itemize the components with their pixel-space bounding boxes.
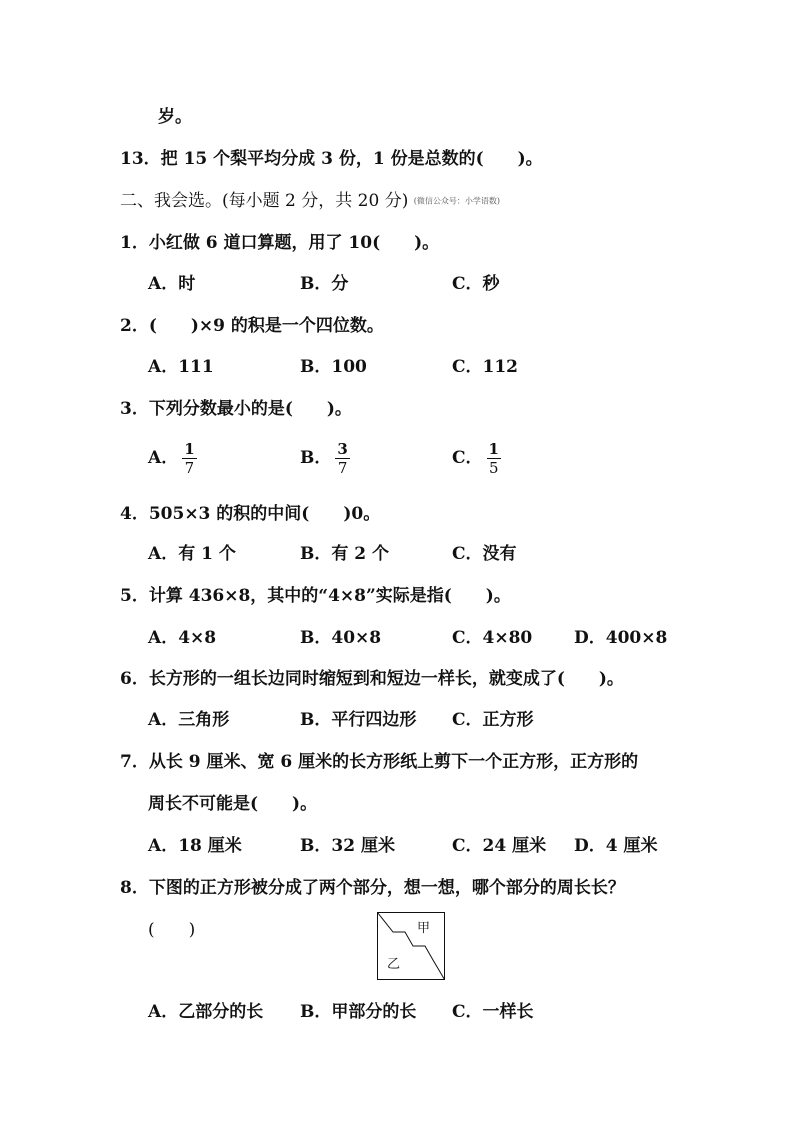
question-5-option-b[interactable]: B．40×8 <box>300 628 382 648</box>
question-7-option-b[interactable]: B．32 厘米 <box>300 836 395 856</box>
question-6-option-b[interactable]: B．平行四边形 <box>300 710 417 730</box>
denominator: 7 <box>337 459 348 477</box>
question-4-stem: 4．505×3 的积的中间( )0。 <box>120 504 381 524</box>
previous-question-ending: 岁。 <box>158 107 192 127</box>
question-7-option-c[interactable]: C．24 厘米 <box>452 836 547 856</box>
question-13: 13．把 15 个梨平均分成 3 份，1 份是总数的( )。 <box>120 149 543 169</box>
question-7-option-a[interactable]: A．18 厘米 <box>148 836 242 856</box>
fraction <box>335 440 349 477</box>
question-7-option-d[interactable]: D．4 厘米 <box>574 836 658 856</box>
question-2-option-b[interactable]: B．100 <box>300 357 367 377</box>
option-label: A． <box>148 448 179 468</box>
numerator: 1 <box>184 440 195 458</box>
question-6-option-a[interactable]: A．三角形 <box>148 710 230 730</box>
question-3-option-c[interactable] <box>452 440 501 477</box>
section-2-title: 二、我会选。(每小题 2 分，共 20 分) <box>120 191 409 211</box>
question-8-option-c[interactable]: C．一样长 <box>452 1002 534 1022</box>
question-4-option-b[interactable]: B．有 2 个 <box>300 544 390 564</box>
question-3-stem: 3．下列分数最小的是( )。 <box>120 399 352 419</box>
question-5-option-c[interactable]: C．4×80 <box>452 628 533 648</box>
region-jia-label: 甲 <box>417 921 431 936</box>
question-5-stem: 5．计算 436×8，其中的“4×8”实际是指( )。 <box>120 586 511 606</box>
question-5-option-a[interactable]: A．4×8 <box>148 628 217 648</box>
question-1-option-b[interactable]: B．分 <box>300 274 349 294</box>
option-label: C． <box>452 448 483 468</box>
question-2-stem: 2．( )×9 的积是一个四位数。 <box>120 316 384 336</box>
question-5-option-d[interactable]: D．400×8 <box>574 628 668 648</box>
fraction <box>487 440 501 477</box>
question-1-option-a[interactable]: A．时 <box>148 274 196 294</box>
question-6-stem: 6．长方形的一组长边同时缩短到和短边一样长，就变成了( )。 <box>120 669 624 689</box>
denominator: 7 <box>184 459 195 477</box>
question-4-option-a[interactable]: A．有 1 个 <box>148 544 236 564</box>
numerator: 3 <box>337 440 348 458</box>
question-4-option-c[interactable]: C．没有 <box>452 544 517 564</box>
question-1-stem: 1．小红做 6 道口算题，用了 10( )。 <box>120 233 440 253</box>
denominator: 5 <box>488 459 499 477</box>
question-8-option-b[interactable]: B．甲部分的长 <box>300 1002 417 1022</box>
question-6-option-c[interactable]: C．正方形 <box>452 710 534 730</box>
question-8-stem: 8．下图的正方形被分成了两个部分，想一想，哪个部分的周长长？ <box>120 878 625 898</box>
question-7-stem: 7．从长 9 厘米、宽 6 厘米的长方形纸上剪下一个正方形，正方形的 <box>120 752 639 772</box>
fraction <box>182 440 196 477</box>
section-2-heading <box>120 190 500 213</box>
question-1-option-c[interactable]: C．秒 <box>452 274 500 294</box>
question-8-answer-blank[interactable]: ( ) <box>148 920 196 940</box>
region-yi-label: 乙 <box>387 957 401 972</box>
numerator: 1 <box>488 440 499 458</box>
question-3-option-a[interactable] <box>148 440 197 477</box>
divided-square-figure <box>377 912 445 980</box>
question-8-option-a[interactable]: A．乙部分的长 <box>148 1002 264 1022</box>
question-3-option-b[interactable] <box>300 440 350 477</box>
question-2-option-a[interactable]: A．111 <box>148 357 214 377</box>
question-7-stem-continued: 周长不可能是( )。 <box>148 794 318 814</box>
question-2-option-c[interactable]: C．112 <box>452 357 519 377</box>
watermark-text: (微信公众号：小学语数) <box>413 196 500 206</box>
option-label: B． <box>300 448 332 468</box>
